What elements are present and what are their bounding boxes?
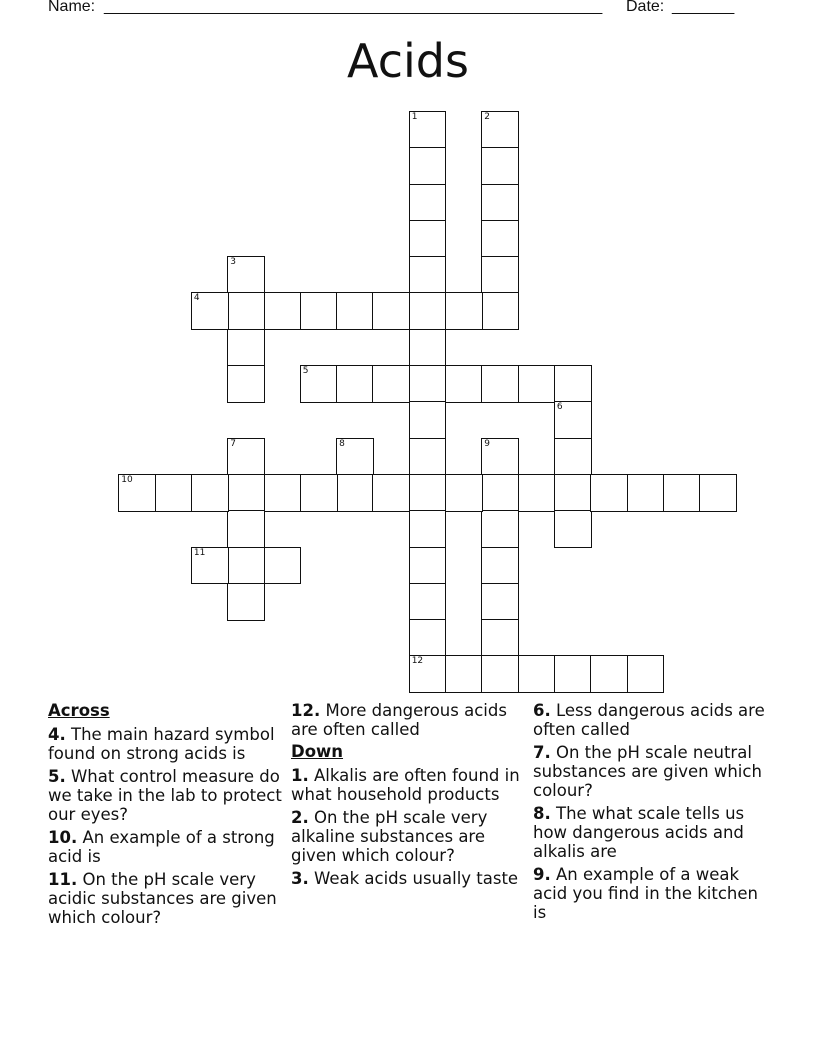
grid-cell[interactable] [227,510,265,548]
grid-cell[interactable] [227,329,265,367]
down-clue [291,869,527,888]
grid-cell[interactable] [409,184,447,222]
grid-cell[interactable] [663,474,701,512]
grid-cell[interactable] [409,147,447,185]
grid-cell[interactable] [409,547,447,585]
clue-number: 2. [291,808,309,827]
grid-cell[interactable] [445,655,483,693]
cell-number: 2 [484,111,491,122]
clue-number: 10. [48,828,78,847]
name-field[interactable]: ________________________________________________________ [104,0,603,15]
grid-cell[interactable] [627,474,665,512]
clue-number: 5. [48,767,66,786]
grid-cell[interactable] [481,220,519,258]
grid-cell[interactable] [481,111,519,149]
grid-cell[interactable] [554,474,592,512]
across-clue [48,767,284,824]
cell-number: 4 [193,293,200,304]
date-label: Date: [626,0,665,15]
clue-text: On the pH scale neutral substances are given which colour? [533,743,762,800]
date-field[interactable]: _______ [672,0,735,15]
grid-cell[interactable] [409,583,447,621]
down-heading: Down [291,742,344,761]
grid-cell[interactable] [227,365,265,403]
clue-text: The main hazard symbol found on strong acids is [48,725,275,763]
cell-number: 5 [302,366,309,376]
grid-cell[interactable] [699,474,737,512]
grid-cell[interactable] [409,619,447,657]
grid-cell[interactable] [336,474,374,512]
grid-cell[interactable] [409,220,447,258]
grid-cell[interactable] [300,365,338,403]
grid-cell[interactable] [409,292,447,330]
clue-number: 9. [533,865,551,884]
grid-cell[interactable] [445,292,483,330]
cell-number: 6 [556,402,563,413]
clue-text: Alkalis are often found in what household products [291,766,520,804]
clue-number: 12. [291,701,321,720]
clue-number: 8. [533,804,551,823]
cell-number: 3 [230,257,236,268]
grid-cell[interactable] [481,583,519,621]
cell-number: 12 [411,656,424,667]
clue-text: An example of a strong acid is [48,828,275,866]
clue-text: More dangerous acids are often called [291,701,507,739]
down-clue [291,766,527,804]
clue-number: 7. [533,743,551,762]
grid-cell[interactable] [191,547,229,585]
grid-cell[interactable] [409,111,447,149]
grid-cell[interactable] [481,474,519,512]
grid-cell[interactable] [481,292,519,330]
across-clue [291,701,527,739]
clue-column-1 [48,701,284,931]
grid-cell[interactable] [264,474,302,512]
down-clue [533,804,769,861]
down-clue [291,808,527,865]
grid-cell[interactable] [590,474,628,512]
grid-cell[interactable] [227,438,265,476]
grid-cell[interactable] [409,510,447,548]
grid-cell[interactable] [554,365,592,403]
clue-column-3 [533,701,769,926]
grid-cell[interactable] [336,438,374,476]
grid-cell[interactable] [481,365,519,403]
grid-cell[interactable] [627,655,665,693]
grid-cell[interactable] [409,474,447,512]
clue-number: 6. [533,701,551,720]
grid-cell[interactable] [372,292,410,330]
down-clue [533,865,769,922]
grid-cell[interactable] [300,474,338,512]
grid-cell[interactable] [518,365,556,403]
grid-cell[interactable] [481,147,519,185]
clue-number: 4. [48,725,66,744]
grid-cell[interactable] [372,474,410,512]
grid-cell[interactable] [481,438,519,476]
clue-text: On the pH scale very acidic substances are given which colour? [48,870,277,927]
grid-cell[interactable] [554,655,592,693]
cell-number: 8 [339,438,345,449]
grid-cell[interactable] [554,510,592,548]
across-heading: Across [48,701,110,720]
grid-cell[interactable] [409,655,447,693]
grid-cell[interactable] [481,510,519,548]
grid-cell[interactable] [227,547,265,585]
grid-cell[interactable] [481,184,519,222]
grid-cell[interactable] [409,329,447,367]
cell-number: 1 [411,111,418,122]
grid-cell[interactable] [481,547,519,585]
grid-cell[interactable] [445,474,483,512]
cell-number: 10 [121,474,133,485]
cell-number: 7 [230,438,236,449]
grid-cell[interactable] [227,583,265,621]
grid-cell[interactable] [554,438,592,476]
grid-cell[interactable] [518,474,556,512]
clue-text: On the pH scale very alkaline substances are given which colour? [291,808,488,865]
across-clue [48,828,284,866]
clue-column-2 [291,701,527,892]
grid-cell[interactable] [445,365,483,403]
grid-cell[interactable] [155,474,193,512]
across-clue [48,725,284,763]
clue-number: 11. [48,870,78,889]
cell-number: 9 [484,438,491,449]
grid-cell[interactable] [264,547,302,585]
clue-text: The what scale tells us how dangerous acids and alkalis are [533,804,745,861]
grid-cell[interactable] [191,292,229,330]
grid-cell[interactable] [118,474,156,512]
grid-cell[interactable] [590,655,628,693]
grid-cell[interactable] [409,401,447,439]
grid-cell[interactable] [264,292,302,330]
down-clue [533,743,769,800]
grid-cell[interactable] [372,365,410,403]
grid-cell[interactable] [336,292,374,330]
grid-cell[interactable] [409,256,447,294]
name-label: Name: [48,0,96,15]
grid-cell[interactable] [518,655,556,693]
clue-text: Weak acids usually taste [308,869,519,888]
grid-cell[interactable] [336,365,374,403]
grid-cell[interactable] [227,474,265,512]
clue-text: An example of a weak acid you find in the kitchen is [533,865,758,922]
clue-number: 3. [291,869,309,888]
grid-cell[interactable] [481,256,519,294]
cell-number: 11 [193,547,206,558]
grid-cell[interactable] [409,438,447,476]
clue-number: 1. [291,766,309,785]
grid-cell[interactable] [300,292,338,330]
grid-cell[interactable] [554,401,592,439]
grid-cell[interactable] [481,655,519,693]
grid-cell[interactable] [227,256,265,294]
grid-cell[interactable] [409,365,447,403]
page-title: Acids [347,34,469,88]
grid-cell[interactable] [481,619,519,657]
grid-cell[interactable] [227,292,265,330]
clue-text: What control measure do we take in the lab to protect our eyes? [48,767,282,824]
clue-text: Less dangerous acids are often called [533,701,765,739]
grid-cell[interactable] [191,474,229,512]
down-clue [533,701,769,739]
across-clue [48,870,284,927]
